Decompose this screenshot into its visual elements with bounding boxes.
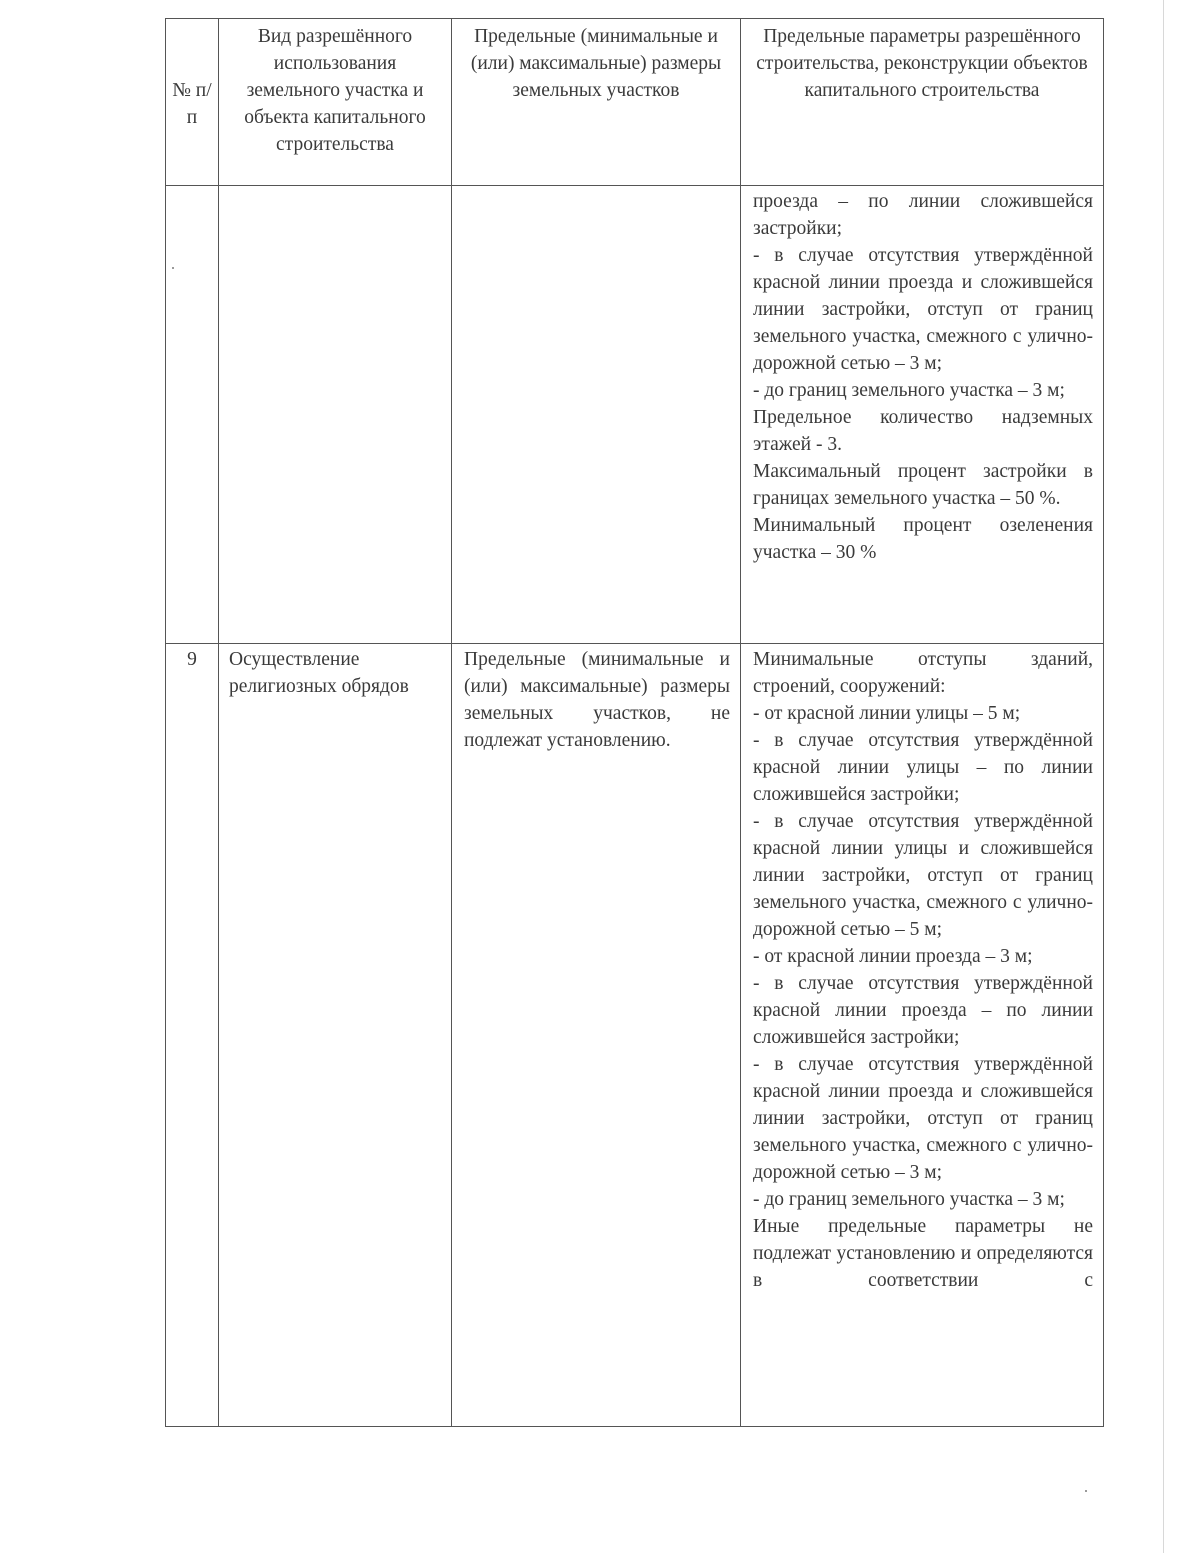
table-row-continued bbox=[166, 186, 1104, 644]
param-line: - от красной линии проезда – 3 м; bbox=[753, 946, 1033, 967]
scan-edge-line bbox=[1163, 0, 1164, 1553]
param-line: - от красной линии улицы – 5 м; bbox=[753, 703, 1021, 724]
param-line: Максимальный процент застройки в границах земельного участка – 50 %. bbox=[753, 461, 1093, 509]
param-line: Предельное количество надземных этажей - 3. bbox=[753, 407, 1093, 455]
param-line: - до границ земельного участка – 3 м; bbox=[753, 1189, 1065, 1210]
param-line: - в случае отсутствия утверждённой красной линии проезда и сложившейся линии застройки, отступ от границ земельного участка, смежного с улично-дорожной сетью – 3 м; bbox=[753, 245, 1093, 374]
param-line: - в случае отсутствия утверждённой красной линии проезда и сложившейся линии застройки, отступ от границ земельного участка, смежного с улично-дорожной сетью – 3 м; bbox=[753, 1054, 1093, 1183]
param-line: - до границ земельного участка – 3 м; bbox=[753, 380, 1065, 401]
build-params-cell bbox=[741, 186, 1104, 644]
land-use-regulations-table bbox=[165, 18, 1104, 1427]
use-type-cell: Осуществление религиозных обрядов bbox=[219, 644, 452, 1427]
header-number: № п/п bbox=[166, 19, 219, 186]
build-params-cell bbox=[741, 644, 1104, 1427]
plot-sizes-cell bbox=[452, 644, 741, 1427]
param-line: - в случае отсутствия утверждённой красной линии улицы – по линии сложившейся застройки; bbox=[753, 730, 1093, 805]
row-number-cell: 9 bbox=[166, 644, 219, 1427]
param-line: - в случае отсутствия утверждённой красной линии улицы и сложившейся линии застройки, отступ от границ земельного участка, смежного с улично-дорожной сетью – 5 м; bbox=[753, 811, 1093, 940]
plot-sizes-cell bbox=[452, 186, 741, 644]
header-use-type: Вид разрешённого использования земельного участка и объекта капитального строительства bbox=[219, 19, 452, 186]
header-build-params: Предельные параметры разрешённого строительства, реконструкции объектов капитального строительства bbox=[741, 19, 1104, 186]
param-line: Иные предельные параметры не подлежат установлению и определяются в соответствии с bbox=[753, 1216, 1093, 1291]
header-plot-sizes: Предельные (минимальные и (или) максимальные) размеры земельных участков bbox=[452, 19, 741, 186]
use-type-cell bbox=[219, 186, 452, 644]
plot-sizes-text: Предельные (минимальные и (или) максимальные) размеры земельных участков, не подлежат установлению. bbox=[464, 649, 730, 751]
param-line: проезда – по линии сложившейся застройки; bbox=[753, 191, 1093, 239]
table-header-row bbox=[166, 19, 1104, 186]
param-line: - в случае отсутствия утверждённой красной линии проезда – по линии сложившейся застройки; bbox=[753, 973, 1093, 1048]
row-number-cell bbox=[166, 186, 219, 644]
scan-speck bbox=[1085, 1490, 1087, 1492]
param-line: Минимальные отступы зданий, строений, сооружений: bbox=[753, 649, 1093, 697]
param-line: Минимальный процент озеленения участка – 30 % bbox=[753, 515, 1093, 563]
table-row-9 bbox=[166, 644, 1104, 1427]
